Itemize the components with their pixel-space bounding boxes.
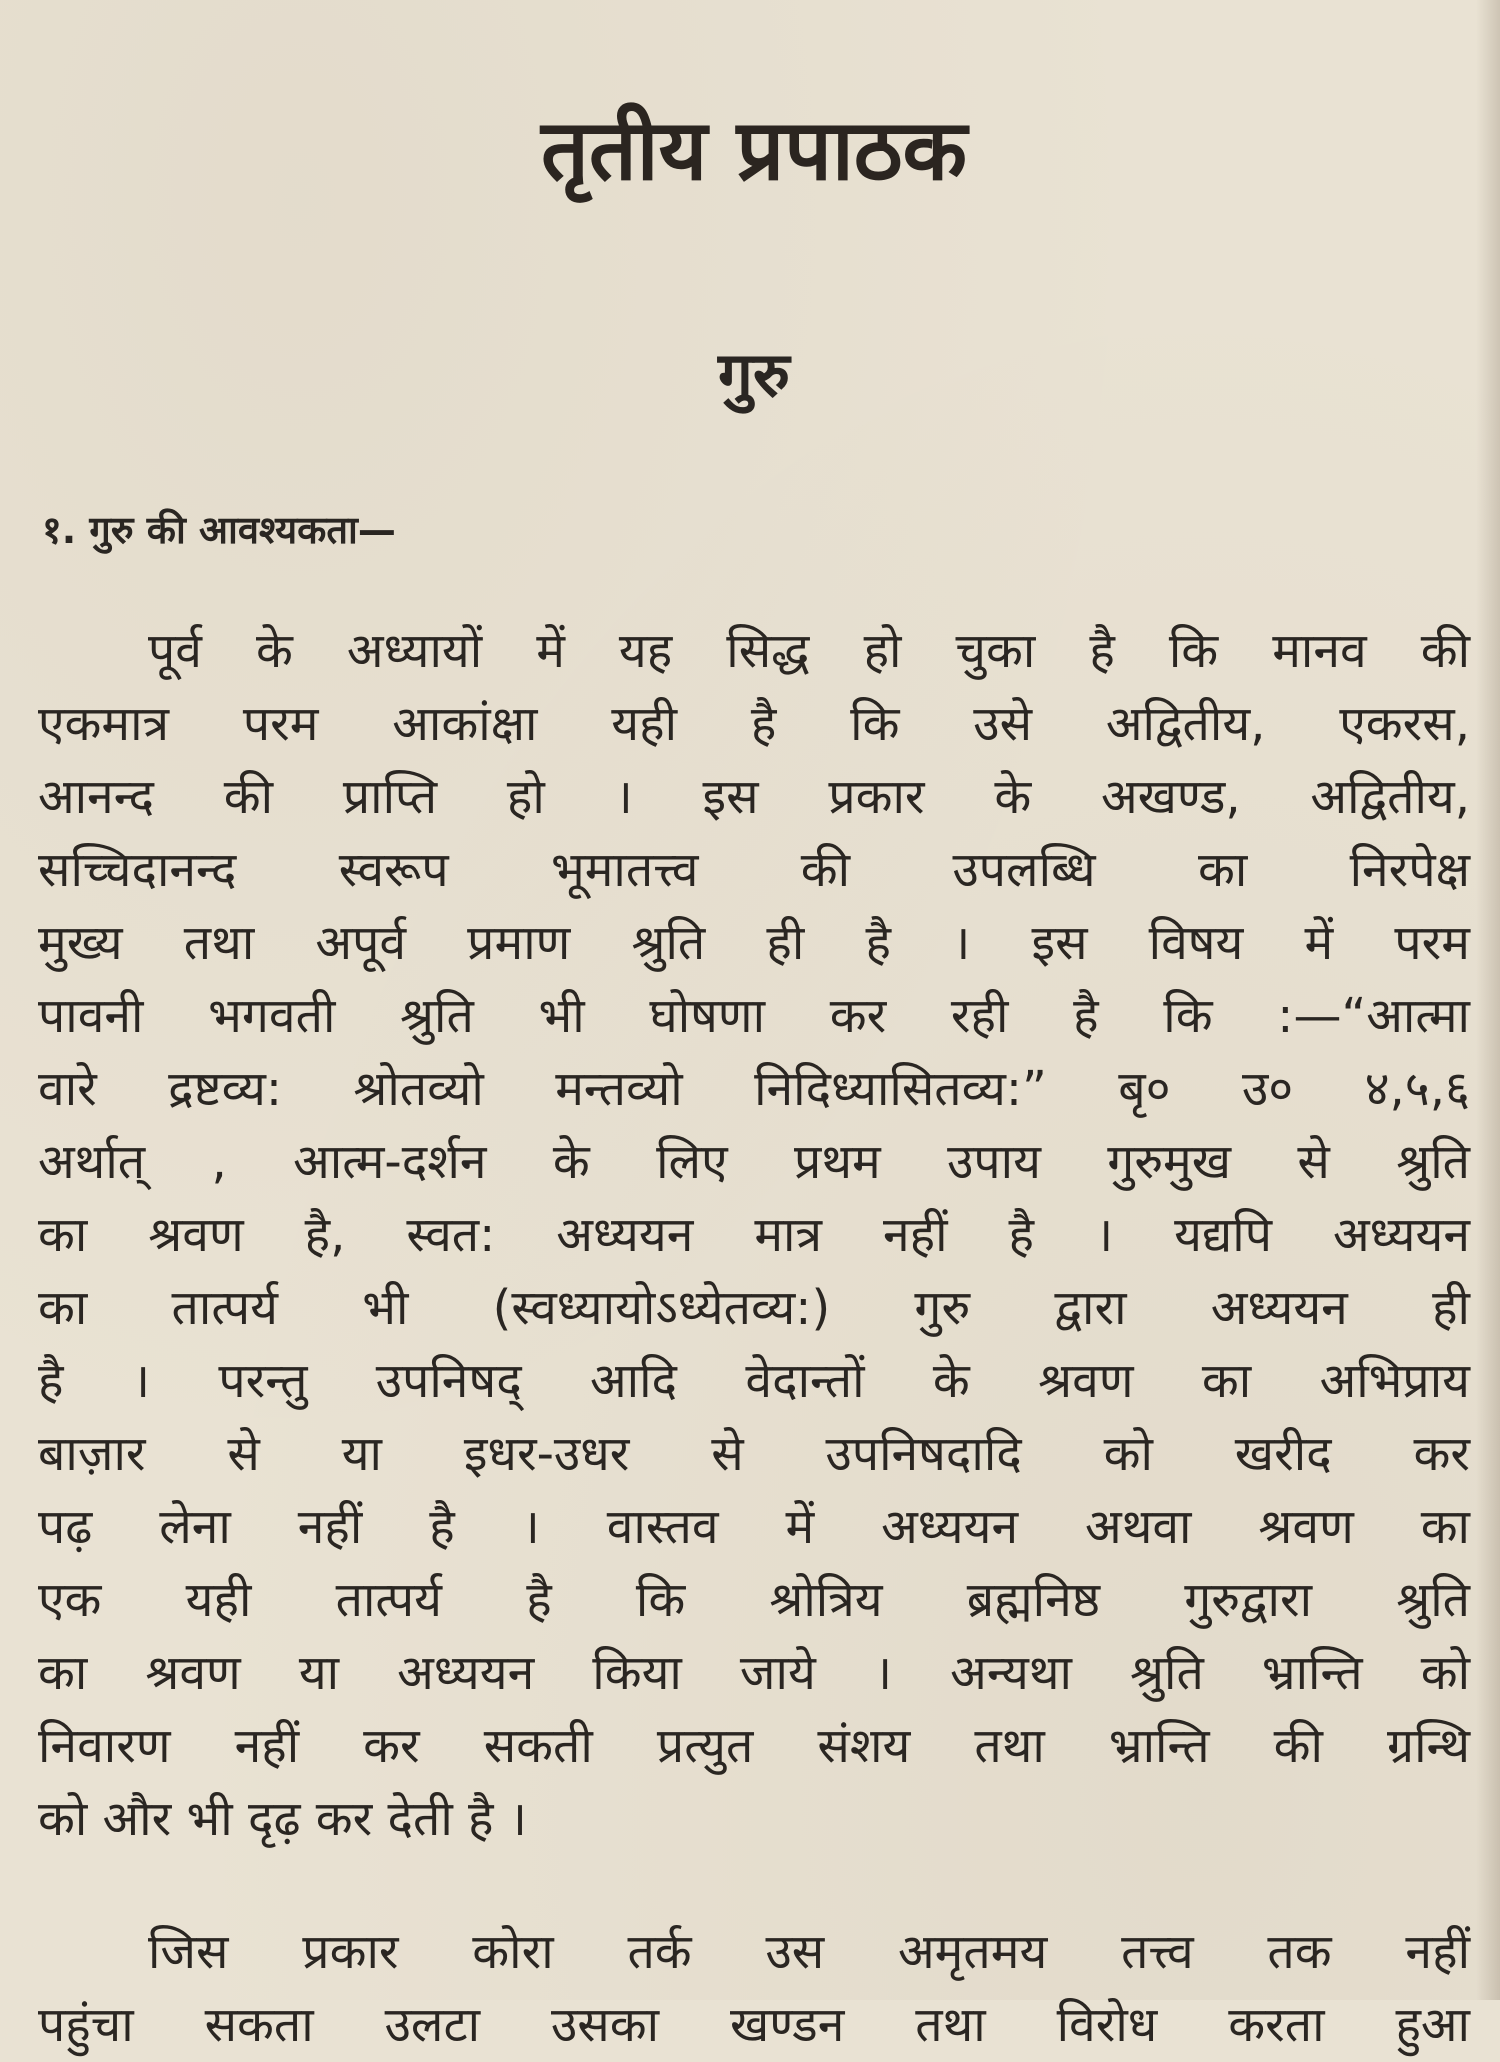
paragraph-line: मुख्य तथा अपूर्व प्रमाण श्रुति ही है । इस विषय में परम bbox=[38, 915, 1470, 971]
paragraph-line: एकमात्र परम आकांक्षा यही है कि उसे अद्वितीय, एकरस, bbox=[38, 696, 1470, 752]
paragraph-line: को और भी दृढ़ कर देती है । bbox=[38, 1791, 527, 1847]
paragraph-line: का तात्पर्य भी (स्वध्यायोऽध्येतव्य:) गुरु द्वारा अध्ययन ही bbox=[38, 1280, 1470, 1336]
page-edge-shadow bbox=[1476, 0, 1500, 2000]
paragraph-line: पहुंचा सकता उलटा उसका खण्डन तथा विरोध करता हुआ bbox=[38, 1997, 1470, 2053]
chapter-title: तृतीय प्रपाठक bbox=[540, 101, 968, 199]
paragraph-line: पावनी भगवती श्रुति भी घोषणा कर रही है कि :—“आत्मा bbox=[38, 988, 1470, 1044]
sub-title: गुरु bbox=[718, 338, 790, 411]
paragraph-line: वारे द्रष्टव्य: श्रोतव्यो मन्तव्यो निदिध्यासितव्य:” बृ० उ० ४,५,६ bbox=[38, 1061, 1470, 1117]
section-heading: १. गुरु की आवश्यकता— bbox=[42, 508, 396, 552]
paragraph-line: बाज़ार से या इधर-उधर से उपनिषदादि को खरीद कर bbox=[38, 1426, 1470, 1482]
paragraph-line: सच्चिदानन्द स्वरूप भूमातत्त्व की उपलब्धि का निरपेक्ष bbox=[38, 842, 1470, 898]
paragraph-1 bbox=[38, 555, 1470, 1856]
paragraph-line: आनन्द की प्राप्ति हो । इस प्रकार के अखण्ड, अद्वितीय, bbox=[38, 769, 1470, 825]
paragraph-line: पूर्व के अध्यायों में यह सिद्ध हो चुका है कि मानव की bbox=[148, 623, 1470, 679]
paragraph-line: का श्रवण है, स्वत: अध्ययन मात्र नहीं है । यद्यपि अध्ययन bbox=[38, 1207, 1470, 1263]
paragraph-line: एक यही तात्पर्य है कि श्रोत्रिय ब्रह्मनिष्ठ गुरुद्वारा श्रुति bbox=[38, 1572, 1470, 1628]
paragraph-line: पढ़ लेना नहीं है । वास्तव में अध्ययन अथवा श्रवण का bbox=[38, 1499, 1470, 1555]
paragraph-line: अर्थात् , आत्म-दर्शन के लिए प्रथम उपाय गुरुमुख से श्रुति bbox=[38, 1134, 1470, 1190]
paragraph-2 bbox=[38, 1856, 1470, 2062]
paragraph-line: है । परन्तु उपनिषद् आदि वेदान्तों के श्रवण का अभिप्राय bbox=[38, 1353, 1470, 1409]
paragraph-line: का श्रवण या अध्ययन किया जाये । अन्यथा श्रुति भ्रान्ति को bbox=[38, 1645, 1470, 1701]
paragraph-line: जिस प्रकार कोरा तर्क उस अमृतमय तत्त्व तक नहीं bbox=[148, 1924, 1470, 1980]
paragraph-line: निवारण नहीं कर सकती प्रत्युत संशय तथा भ्रान्ति की ग्रन्थि bbox=[38, 1718, 1470, 1774]
